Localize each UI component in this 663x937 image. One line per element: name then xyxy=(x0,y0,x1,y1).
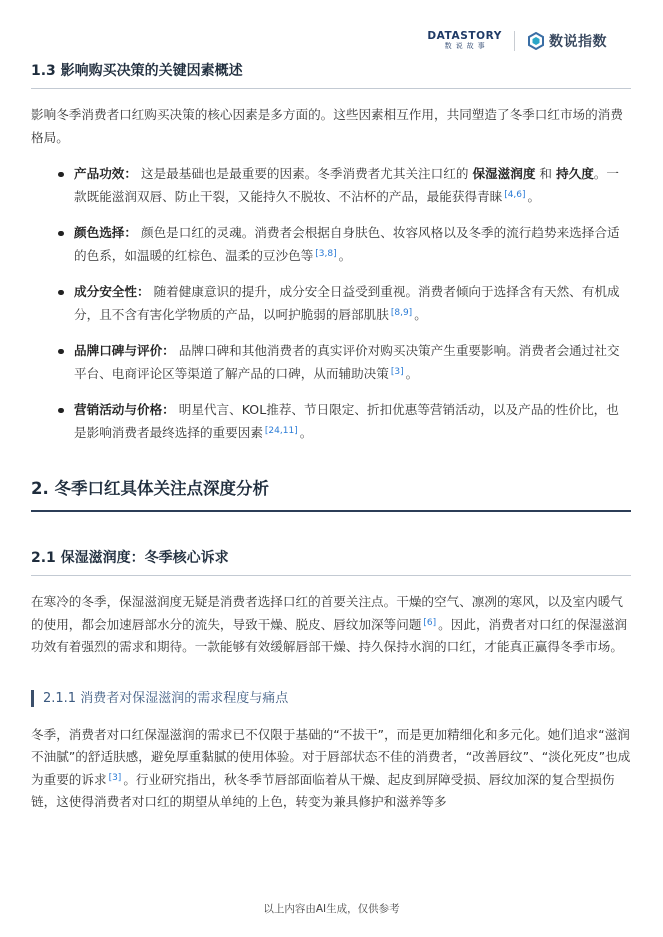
footer-disclaimer: 以上内容由AI生成，仅供参考 xyxy=(263,903,400,915)
factor-list xyxy=(31,163,631,444)
section-2-1-1-paragraph xyxy=(31,724,631,814)
factor-end: 。 xyxy=(527,188,541,204)
citation-link[interactable]: [6] xyxy=(423,617,437,628)
factor-highlight: 保湿滋润度 xyxy=(472,166,536,181)
datastory-logo-subtext: 数说故事 xyxy=(444,42,489,50)
citation-link[interactable]: [3] xyxy=(108,772,122,783)
section-2-1-1-title: 2.1.1 消费者对保湿滋润的需求程度与痛点 xyxy=(31,690,631,707)
datastory-logo-text: DATASTORY xyxy=(427,30,502,42)
list-item xyxy=(31,163,631,208)
factor-end: 。 xyxy=(338,247,352,263)
section-2-1-title: 2.1 保湿滋润度：冬季核心诉求 xyxy=(31,550,229,566)
bullet-icon xyxy=(58,349,64,355)
list-item xyxy=(31,399,631,444)
brand-logo xyxy=(527,31,607,51)
factor-label: 成分安全性： xyxy=(74,284,150,299)
datastory-logo xyxy=(427,30,502,51)
factor-text: 。一款既能滋润双唇、防止干裂，又能持久不脱妆、不沾杯的产品，最能获得青睐 xyxy=(74,166,619,204)
factor-label: 品牌口碑与评价： xyxy=(74,343,175,358)
citation-link[interactable]: [4,6] xyxy=(504,189,526,200)
paragraph-text: 。因此，消费者对口红的保湿滋润功效有着强烈的需求和期待。一款能够有效缓解唇部干燥、持久保持水润的口红，才能真正赢得冬季市场。 xyxy=(31,616,628,654)
intro-paragraph: 影响冬季消费者口红购买决策的核心因素是多方面的。这些因素相互作用，共同塑造了冬季口红市场的消费格局。 xyxy=(31,107,623,145)
factor-label: 营销活动与价格： xyxy=(74,402,175,417)
section-divider xyxy=(31,88,631,89)
factor-highlight: 持久度 xyxy=(556,166,594,181)
logo-divider xyxy=(514,31,515,51)
factor-text: 这是最基础也是最重要的因素。冬季消费者尤其关注口红的 xyxy=(140,166,473,181)
bullet-icon xyxy=(58,408,64,414)
factor-end: 。 xyxy=(414,306,427,322)
factor-end: 。 xyxy=(405,365,419,381)
section-1-3-title: 1.3 影响购买决策的关键因素概述 xyxy=(31,63,243,79)
citation-link[interactable]: [8,9] xyxy=(390,307,413,318)
factor-end: 。 xyxy=(299,424,313,440)
factor-label: 颜色选择： xyxy=(74,225,137,240)
paragraph-text: 冬季，消费者对口红保湿滋润的需求已不仅限于基础的“不拔干”，而是更加精细化和多元化。她们追求“滋润不油腻”的舒适肤感，避免厚重黏腻的使用体验。对于唇部状态不佳的消费者，“改善唇纹”、“淡化死皮”也成为重要的诉求 xyxy=(31,726,631,787)
citation-link[interactable]: [3] xyxy=(390,366,404,377)
factor-text: 颜色是口红的灵魂。消费者会根据自身肤色、妆容风格以及冬季的流行趋势来选择合适的色系，如温暖的红棕色、温柔的豆沙色等 xyxy=(74,225,620,263)
section-divider-thick xyxy=(31,510,631,512)
factor-text: 和 xyxy=(535,166,557,181)
paragraph-text: 。行业研究指出，秋冬季节唇部面临着从干燥、起皮到屏障受损、唇纹加深的复合型损伤链，这使得消费者对口红的期望从单纯的上色，转变为兼具修护和滋养等多 xyxy=(31,771,615,809)
list-item xyxy=(31,340,631,385)
citation-link[interactable]: [3,8] xyxy=(315,248,337,259)
factor-text: 明星代言、KOL推荐、节日限定、折扣优惠等营销活动，以及产品的性价比，也是影响消费者最终选择的重要因素 xyxy=(74,402,619,440)
list-item xyxy=(31,281,631,326)
section-2-1-paragraph xyxy=(31,591,631,659)
brand-mark-icon xyxy=(527,32,545,50)
document-content xyxy=(31,60,631,814)
bullet-icon xyxy=(58,231,64,237)
bullet-icon xyxy=(58,172,64,178)
list-item xyxy=(31,222,631,267)
bullet-icon xyxy=(58,290,64,296)
factor-text: 品牌口碑和其他消费者的真实评价对购买决策产生重要影响。消费者会通过社交平台、电商评论区等渠道了解产品的口碑，从而辅助决策 xyxy=(74,343,620,381)
brand-name: 数说指数 xyxy=(549,33,607,50)
section-2-title: 2. 冬季口红具体关注点深度分析 xyxy=(31,479,269,498)
paragraph-text: 在寒冷的冬季，保湿滋润度无疑是消费者选择口红的首要关注点。干燥的空气、凛冽的寒风，以及室内暖气的使用，都会加速唇部水分的流失，导致干燥、脱皮、唇纹加深等问题 xyxy=(31,594,623,632)
citation-link[interactable]: [24,11] xyxy=(264,425,298,436)
section-divider xyxy=(31,575,631,576)
factor-label: 产品功效： xyxy=(74,166,137,181)
factor-text: 随着健康意识的提升，成分安全日益受到重视。消费者倾向于选择含有天然、有机成分，且不含有害化学物质的产品，以呵护脆弱的唇部肌肤 xyxy=(74,284,620,322)
header-logos xyxy=(427,30,607,51)
